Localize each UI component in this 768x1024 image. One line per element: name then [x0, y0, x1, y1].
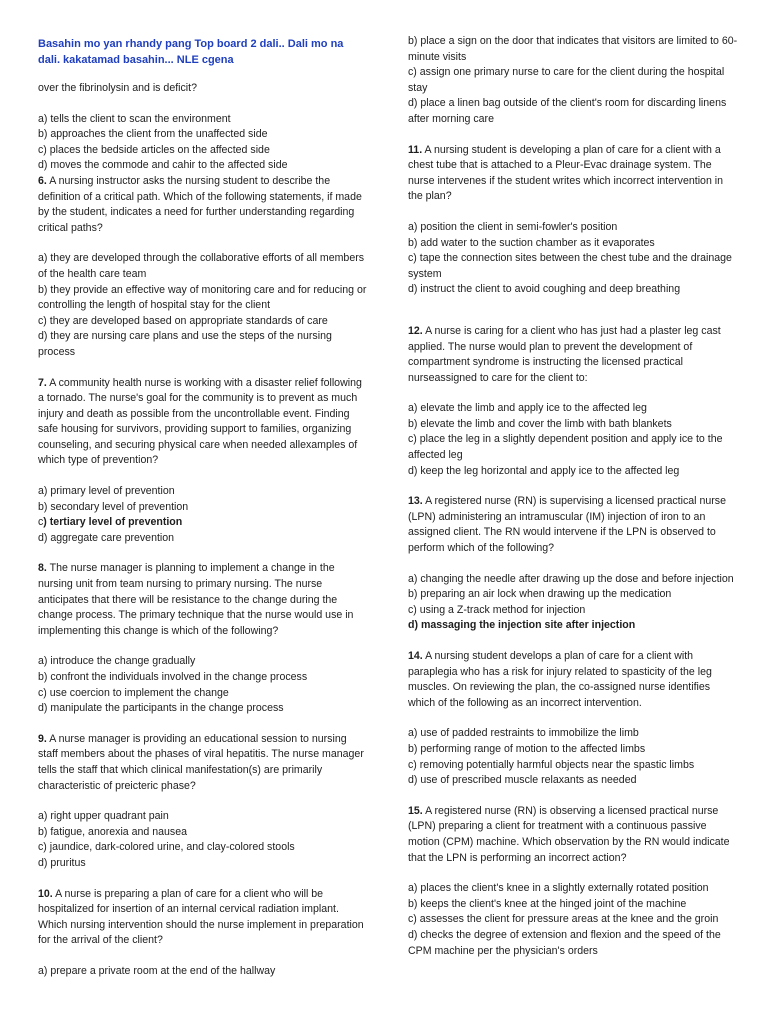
option: c) tape the connection sites between the chest tube and the drainage system: [408, 252, 732, 280]
option: d) instruct the client to avoid coughing and deep breathing: [408, 283, 681, 296]
question-6-options: [38, 251, 368, 360]
question-11-options: [408, 220, 740, 298]
option: c) they are developed based on appropriate standards of care: [38, 314, 328, 327]
option: c) jaundice, dark-colored urine, and clay-colored stools: [38, 841, 295, 854]
option: c) assign one primary nurse to care for the client during the hospital stay: [408, 66, 725, 94]
option: c) assesses the client for pressure areas at the knee and the groin: [408, 913, 719, 926]
option: a) prepare a private room at the end of the hallway: [38, 964, 276, 977]
option: c) places the bedside articles on the affected side: [38, 143, 270, 156]
question-number: 11.: [408, 143, 423, 156]
option: b) secondary level of prevention: [38, 500, 189, 513]
answer-prefix: c: [38, 516, 44, 529]
question-15-stem: [408, 804, 740, 866]
question-9-stem: [38, 732, 368, 794]
option: a) tells the client to scan the environment: [38, 112, 231, 125]
option: a) right upper quadrant pain: [38, 810, 169, 823]
question-text: A nursing student is developing a plan of care for a client with a chest tube that is attached to a Pleur-Evac drainage system. The nurse intervenes if the student writes which incorrect intervention in the plan?: [408, 143, 724, 203]
option: b) keeps the client's knee at the hinged joint of the machine: [408, 897, 687, 910]
question-number: 9.: [38, 732, 47, 745]
option: b) approaches the client from the unaffected side: [38, 128, 268, 141]
question-text: A nursing student develops a plan of care for a client with paraplegia who has a risk for injury related to spasticity of the leg muscles. On reviewing the plan, the co-assigned nurse identifies which of the following as an incorrect intervention.: [408, 650, 712, 709]
option: a) primary level of prevention: [38, 485, 175, 498]
option: d) keep the leg horizontal and apply ice to the affected leg: [408, 464, 680, 477]
question-number: 15.: [408, 804, 423, 817]
question-14-options: [408, 726, 740, 788]
fragment-options: [38, 112, 368, 174]
question-text: A nurse manager is providing an educational session to nursing staff members about the phases of viral hepatitis. The nurse manager tells the staff that which clinical manifestation(s) are primarily characteristic of preicteric phase?: [38, 732, 364, 792]
question-text: A registered nurse (RN) is observing a licensed practical nurse (LPN) preparing a client for treatment with a continuous passive motion (CPM) machine. Which observation by the RN would indicate that the LPN is performing an incorrect action?: [408, 804, 730, 864]
question-8-stem: [38, 561, 368, 639]
option: c) place the leg in a slightly dependent position and apply ice to the affected leg: [408, 433, 723, 462]
document-header: Basahin mo yan rhandy pang Top board 2 dali.. Dali mo na dali. kakatamad basahin... NLE cgena: [38, 38, 344, 66]
answer-option: [38, 515, 368, 531]
option: d) moves the commode and cahir to the affected side: [38, 159, 288, 172]
question-text: A nurse is caring for a client who has just had a plaster leg cast applied. The nurse would plan to prevent the development of compartment syndrome is instructing the licensed practical nurseassigned to care for the client to:: [408, 324, 721, 384]
question-9-options: [38, 809, 368, 871]
question-6-stem: [38, 174, 368, 236]
option: b) preparing an air lock when drawing up the medication: [408, 588, 672, 601]
question-10-options-continued: [408, 34, 740, 128]
option: b) confront the individuals involved in the change process: [38, 671, 308, 683]
option: a) use of padded restraints to immobilize the limb: [408, 727, 639, 740]
question-10-stem: [38, 887, 368, 949]
fragment-stem: over the fibrinolysin and is deficit?: [38, 82, 197, 94]
option: a) elevate the limb and apply ice to the affected leg: [408, 402, 647, 415]
option: d) manipulate the participants in the change process: [38, 702, 284, 715]
option: d) checks the degree of extension and flexion and the speed of the CPM machine per the physician's orders: [408, 928, 721, 957]
option: d) pruritus: [38, 856, 86, 869]
question-number: 6.: [38, 174, 47, 187]
question-number: 8.: [38, 562, 47, 575]
question-text: A community health nurse is working with a disaster relief following a tornado. The nurse's goal for the community is to prevent as much injury and death as possible from the uncontrollable event. Finding safe housing for survivors, providing support to families, organizing counseling, and securing physical care when needed allexamples of which type of prevention?: [38, 376, 362, 467]
question-15-options: [408, 881, 740, 959]
option: b) fatigue, anorexia and nausea: [38, 825, 188, 838]
option: b) performing range of motion to the affected limbs: [408, 742, 646, 755]
option: a) changing the needle after drawing up the dose and before injection: [408, 572, 734, 585]
question-13-stem: [408, 494, 740, 556]
question-text: A nurse is preparing a plan of care for a client who will be hospitalized for insertion of an internal cervical radiation implant. Which nursing intervention should the nurse implement in preparation for the arrival of the client?: [38, 887, 364, 947]
question-text: A registered nurse (RN) is supervising a licensed practical nurse (LPN) administering an intramuscular (IM) injection of iron to an assigned client. The RN would intervene if the LPN is observed to perform which of the following?: [408, 495, 726, 555]
answer-option: d) massaging the injection site after injection: [408, 619, 636, 632]
option: a) introduce the change gradually: [38, 655, 196, 668]
question-number: 13.: [408, 495, 423, 508]
option: c) use coercion to implement the change: [38, 686, 229, 699]
question-7-stem: [38, 376, 368, 470]
question-number: 10.: [38, 887, 53, 900]
option: b) add water to the suction chamber as it evaporates: [408, 236, 655, 249]
option: b) elevate the limb and cover the limb with bath blankets: [408, 417, 672, 430]
left-column: [38, 0, 368, 980]
option: c) using a Z-track method for injection: [408, 603, 586, 616]
option: c) removing potentially harmful objects near the spastic limbs: [408, 758, 695, 771]
option: d) use of prescribed muscle relaxants as needed: [408, 774, 637, 787]
question-text: The nurse manager is planning to implement a change in the nursing unit from team nursing to primary nursing. The nurse anticipates that there will be resistance to the change during the change process. The primary technique that the nurse would use in implementing this change is which of the following?: [38, 562, 354, 637]
question-number: 7.: [38, 376, 47, 389]
question-text: A nursing instructor asks the nursing student to describe the definition of a critical path. Which of the following statements, if made by the student, indicates a need for further understanding regarding critical paths?: [38, 174, 362, 234]
answer-text: ) tertiary level of prevention: [43, 516, 183, 529]
question-11-stem: [408, 143, 740, 205]
question-14-stem: [408, 649, 740, 711]
option: d) aggregate care prevention: [38, 531, 175, 544]
question-13-options: [408, 572, 740, 634]
right-column: [408, 0, 740, 959]
question-12-options: [408, 401, 740, 479]
question-number: 14.: [408, 650, 423, 662]
question-number: 12.: [408, 324, 423, 337]
option: a) position the client in semi-fowler's position: [408, 220, 618, 233]
question-8-options: [38, 654, 368, 716]
option: d) they are nursing care plans and use the steps of the nursing process: [38, 330, 332, 358]
question-12-stem: [408, 324, 740, 386]
option: d) place a linen bag outside of the client's room for discarding linens after morning care: [408, 97, 727, 125]
option: a) places the client's knee in a slightly externally rotated position: [408, 882, 709, 895]
question-7-options: [38, 484, 368, 546]
option: b) place a sign on the door that indicates that visitors are limited to 60-minute visits: [408, 35, 738, 63]
option: b) they provide an effective way of monitoring care and for reducing or controlling the length of hospital stay for the client: [38, 283, 367, 312]
option: a) they are developed through the collaborative efforts of all members of the health care team: [38, 252, 365, 280]
